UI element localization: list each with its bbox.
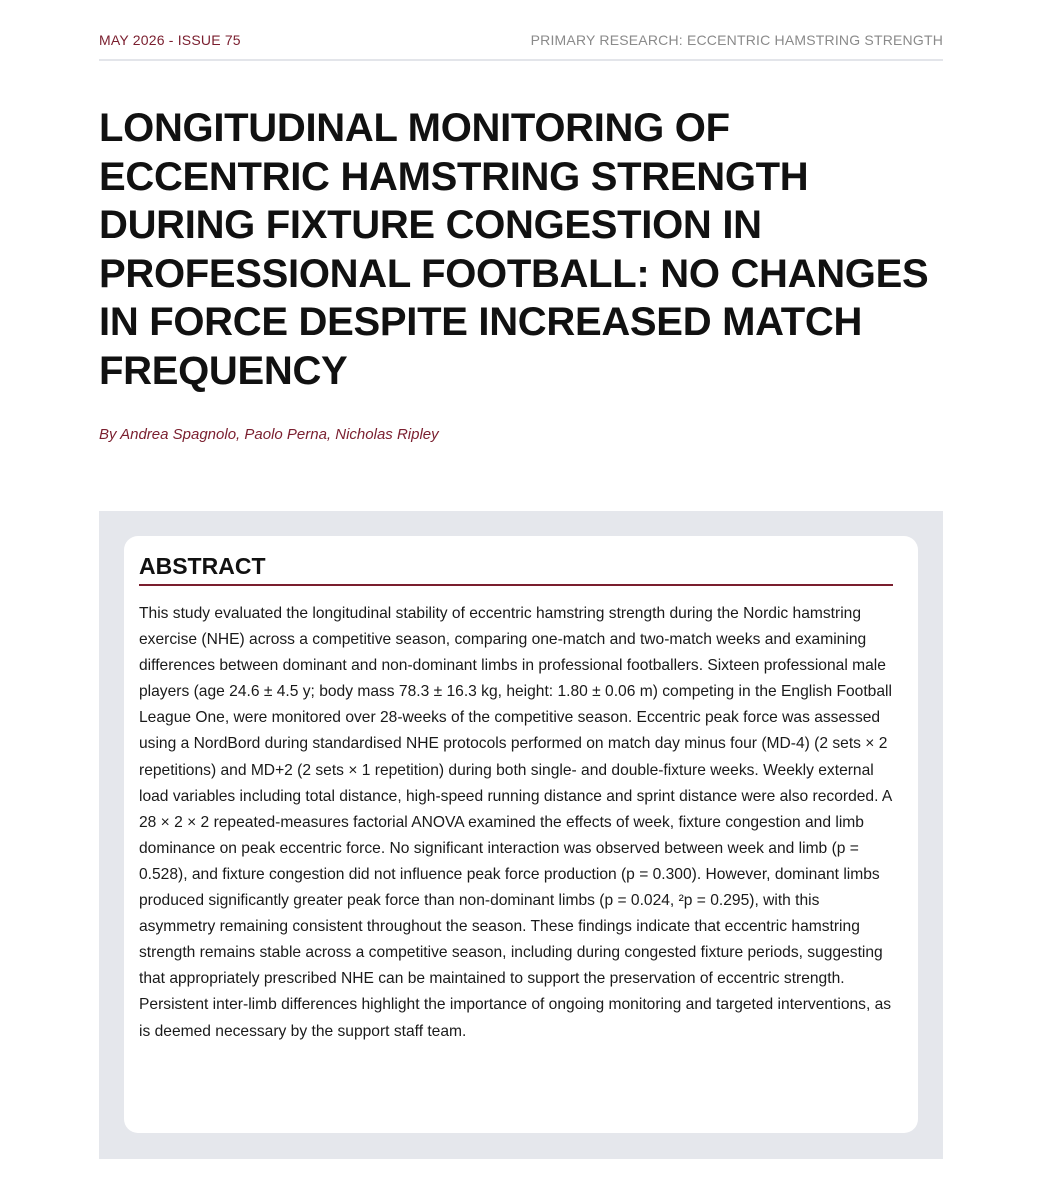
issue-label: MAY 2026 - ISSUE 75 — [99, 32, 241, 48]
header-divider — [99, 59, 943, 61]
section-label: PRIMARY RESEARCH: ECCENTRIC HAMSTRING STRENGTH — [530, 32, 943, 48]
article-title: LONGITUDINAL MONITORING OF ECCENTRIC HAMSTRING STRENGTH DURING FIXTURE CONGESTION IN PROFESSIONAL FOOTBALL: NO CHANGES IN FORCE DESPITE INCREASED MATCH FREQUENCY — [99, 106, 929, 393]
abstract-text: This study evaluated the longitudinal stability of eccentric hamstring strength during the Nordic hamstring exercise (NHE) across a competitive season, comparing one-match and two-match weeks and examining differences between dominant and non-dominant limbs in professional footballers. Sixteen professional male players (age 24.6 ± 4.5 y; body mass 78.3 ± 16.3 kg, height: 1.80 ± 0.06 m) competing in the English Football League One, were monitored over 28-weeks of the competitive season. Eccentric peak force was assessed using a NordBord during standardised NHE protocols performed on match day minus four (MD-4) (2 sets × 2 repetitions) and MD+2 (2 sets × 1 repetition) during both single- and double-fixture weeks. Weekly external load variables including total distance, high-speed running distance and sprint distance were also recorded. A 28 × 2 × 2 repeated-measures factorial ANOVA examined the effects of week, fixture congestion and limb dominance on peak eccentric force. No significant interaction was observed between week and limb (p = 0.528), and fixture congestion did not influence peak force production (p = 0.300). However, dominant limbs produced significantly greater peak force than non-dominant limbs (p = 0.024, ²p = 0.295), with this asymmetry remaining consistent throughout the season. These findings indicate that eccentric hamstring strength remains stable across a competitive season, including during congested fixture periods, suggesting that appropriately prescribed NHE can be maintained to support the preservation of eccentric strength. Persistent inter-limb differences highlight the importance of ongoing monitoring and targeted interventions, as is deemed necessary by the support staff team. — [139, 605, 892, 1040]
abstract-heading: ABSTRACT — [139, 553, 266, 579]
abstract-card — [124, 536, 918, 1133]
abstract-divider — [139, 584, 893, 586]
page-header — [99, 30, 943, 52]
author-byline: By Andrea Spagnolo, Paolo Perna, Nicholas Ripley — [99, 426, 439, 443]
